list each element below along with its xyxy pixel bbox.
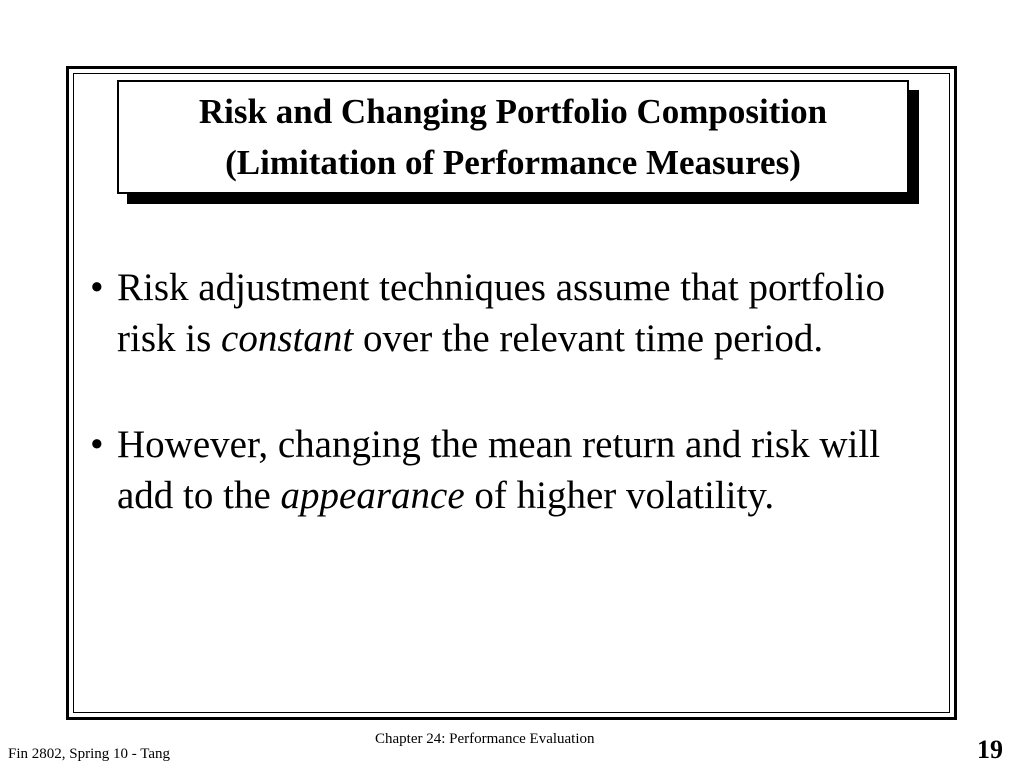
footer-course: Fin 2802, Spring 10 - Tang	[8, 746, 171, 762]
bullet-emphasis: constant	[221, 317, 354, 360]
bullet-text-start: Risk adjustment techniques assume that portfolio risk is	[117, 266, 885, 360]
bullet-emphasis: appearance	[280, 474, 465, 517]
bullet-item	[90, 419, 940, 521]
bullet-list	[90, 262, 940, 576]
bullet-text-end: over the relevant time period.	[353, 317, 824, 360]
bullet-text	[117, 419, 940, 521]
bullet-text-start: However, changing the mean return and risk will add to the	[117, 423, 881, 517]
bullet-text-end: of higher volatility.	[464, 474, 775, 517]
bullet-item	[90, 262, 940, 364]
bullet-icon: •	[90, 423, 104, 466]
title-box	[117, 80, 909, 194]
slide-title-line-1: Risk and Changing Portfolio Composition	[198, 92, 828, 131]
footer-chapter: Chapter 24: Performance Evaluation	[375, 731, 595, 747]
page-number: 19	[977, 735, 1003, 764]
bullet-text	[117, 262, 940, 364]
slide-title-line-2: (Limitation of Performance Measures)	[225, 143, 801, 182]
bullet-icon: •	[90, 266, 104, 309]
